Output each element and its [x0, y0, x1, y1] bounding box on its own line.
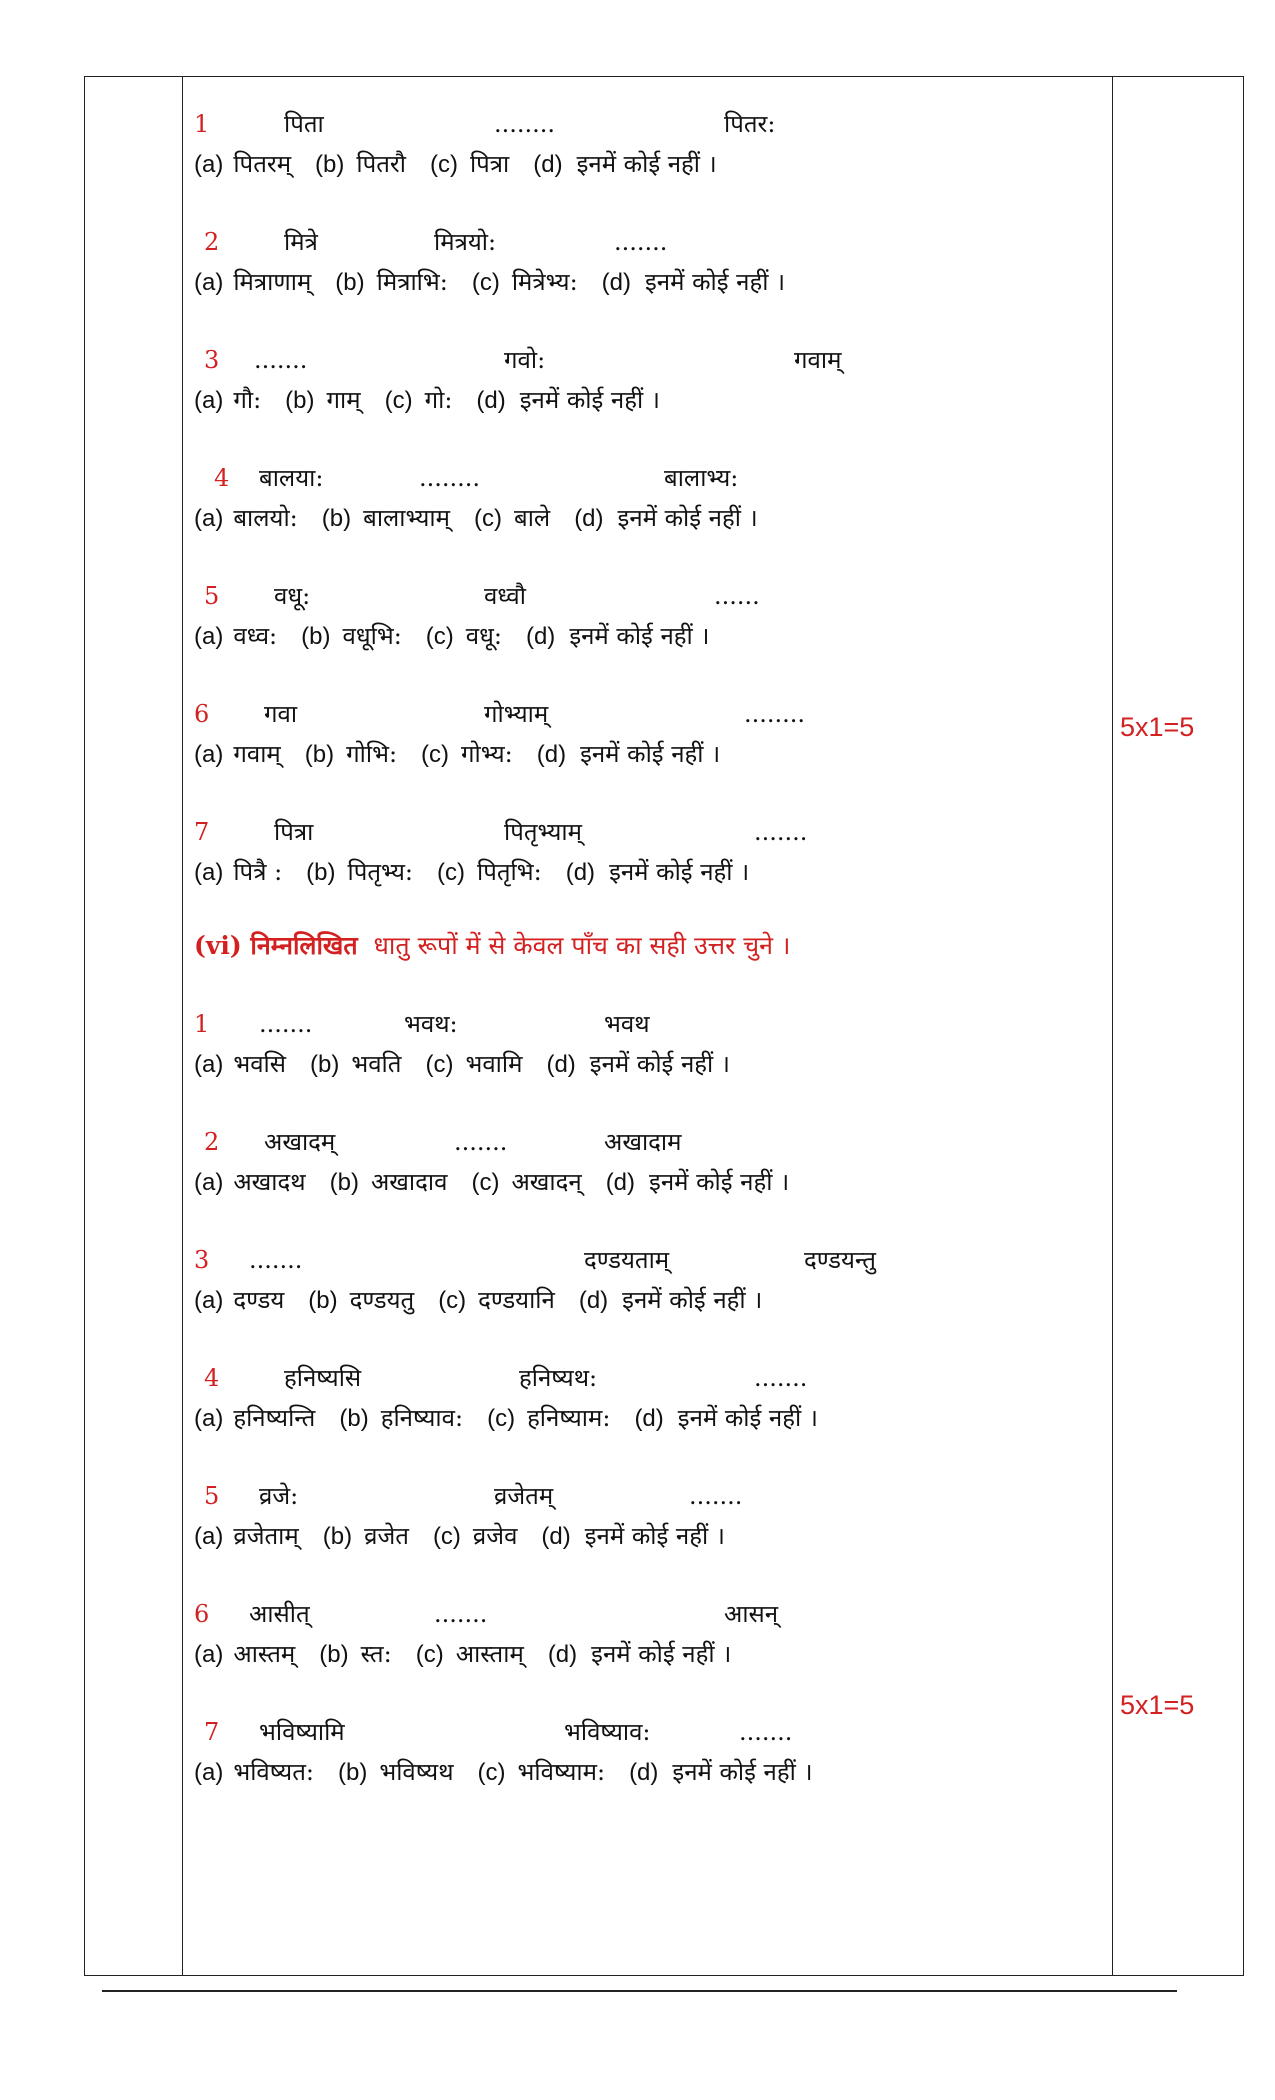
noun-forms-questions [194, 104, 1094, 922]
spacer [194, 1556, 1094, 1594]
question-number: 6 [194, 700, 210, 728]
form-cell: वधू: [274, 582, 311, 610]
question-number: 3 [194, 1246, 210, 1274]
question-item [194, 1004, 1094, 1122]
question-forms-row [194, 1358, 1094, 1398]
option-text: मित्रेभ्य: [511, 268, 578, 296]
column-divider-left [182, 77, 183, 1975]
option-letter: (b) [335, 269, 365, 296]
question-item [194, 694, 1094, 812]
option-text: हनिष्याम: [527, 1404, 611, 1432]
question-number: 2 [204, 228, 220, 256]
form-cell: ...... [714, 582, 760, 610]
option-text: गोभि: [346, 740, 398, 768]
option-letter: (d) [541, 1523, 571, 1550]
option-letter: (a) [194, 1523, 224, 1550]
question-item [194, 1122, 1094, 1240]
question-forms-row [194, 1594, 1094, 1634]
form-cell: गवो: [504, 346, 546, 374]
option-text: व्रजेव [472, 1522, 518, 1550]
spacer [194, 1202, 1094, 1240]
footer-rule [102, 1990, 1177, 1992]
option-letter: (a) [194, 1169, 224, 1196]
option-letter: (a) [194, 269, 224, 296]
question-forms-row [194, 812, 1094, 852]
question-item [194, 222, 1094, 340]
option-text: पितृभ्य: [347, 858, 414, 886]
option-letter: (a) [194, 1759, 224, 1786]
option-letter: (a) [194, 623, 224, 650]
option-letter: (d) [536, 741, 567, 768]
options-row [194, 616, 1094, 656]
form-cell: ....... [259, 1010, 313, 1038]
option-text: भविष्यत: [233, 1758, 314, 1786]
option-letter: (c) [487, 1405, 516, 1432]
form-cell: अखादाम [604, 1128, 682, 1156]
option-text: बाले [513, 504, 551, 532]
question-number: 2 [204, 1128, 220, 1156]
option-text: वध्व: [233, 622, 278, 650]
option-letter: (b) [322, 1523, 353, 1550]
spacer [194, 538, 1094, 576]
option-text: इनमें कोई नहीं । [576, 150, 717, 178]
question-item [194, 340, 1094, 458]
option-letter: (a) [194, 1641, 224, 1668]
question-item [194, 1594, 1094, 1712]
question-number: 6 [194, 1600, 210, 1628]
option-letter: (b) [306, 859, 336, 886]
option-text: इनमें कोई नहीं । [591, 1640, 732, 1668]
question-forms-row [194, 340, 1094, 380]
option-letter: (b) [310, 1051, 340, 1078]
form-cell: आसन् [724, 1600, 779, 1628]
option-letter: (b) [308, 1287, 338, 1314]
option-text: अखादाव [370, 1168, 448, 1196]
option-letter: (a) [194, 387, 224, 414]
column-divider-right [1112, 77, 1113, 1975]
option-text: अखादथ [233, 1168, 306, 1196]
question-number: 4 [204, 1364, 220, 1392]
question-item [194, 812, 1094, 922]
spacer [194, 892, 1094, 922]
option-letter: (b) [321, 505, 352, 532]
option-letter: (d) [578, 1287, 609, 1314]
form-cell: ....... [739, 1718, 793, 1746]
form-cell: ........ [419, 464, 481, 492]
options-row [194, 852, 1094, 892]
question-number: 7 [204, 1718, 220, 1746]
spacer [194, 1792, 1094, 1822]
option-letter: (b) [337, 1759, 368, 1786]
option-text: इनमें कोई नहीं । [580, 740, 721, 768]
question-forms-row [194, 104, 1094, 144]
section-vi-heading [194, 926, 1094, 966]
question-number: 5 [204, 582, 220, 610]
form-cell: गोभ्याम् [484, 700, 549, 728]
option-letter: (b) [315, 151, 345, 178]
option-text: आस्ताम् [455, 1640, 524, 1668]
option-text: इनमें कोई नहीं । [672, 1758, 813, 1786]
option-text: हनिष्यन्ति [233, 1404, 316, 1432]
form-cell: दण्डयन्तु [804, 1246, 876, 1274]
question-item [194, 576, 1094, 694]
form-cell: भविष्यामि [259, 1718, 345, 1746]
option-text: अखादन् [511, 1168, 582, 1196]
option-text: इनमें कोई नहीं । [589, 1050, 730, 1078]
option-letter: (d) [546, 1051, 576, 1078]
option-letter: (d) [476, 387, 506, 414]
form-cell: भविष्याव: [564, 1718, 651, 1746]
option-text: हनिष्याव: [380, 1404, 464, 1432]
option-text: भविष्यथ [379, 1758, 454, 1786]
question-number: 4 [214, 464, 230, 492]
option-text: स्त: [360, 1640, 392, 1668]
option-letter: (d) [547, 1641, 578, 1668]
question-forms-row [194, 1476, 1094, 1516]
options-row [194, 1752, 1094, 1792]
spacer [194, 1320, 1094, 1358]
option-text: इनमें कोई नहीं । [584, 1522, 725, 1550]
option-letter: (a) [194, 1405, 224, 1432]
option-letter: (c) [474, 505, 502, 532]
options-row [194, 1516, 1094, 1556]
spacer [194, 774, 1094, 812]
option-text: बालयो: [233, 504, 298, 532]
option-text: भवसि [233, 1050, 286, 1078]
option-letter: (b) [301, 623, 331, 650]
form-cell: मित्रे [284, 228, 318, 256]
options-row [194, 1634, 1094, 1674]
option-text: इनमें कोई नहीं । [609, 858, 750, 886]
question-number: 1 [194, 1010, 210, 1038]
option-text: मित्राणाम् [233, 268, 312, 296]
option-letter: (c) [384, 387, 413, 414]
form-cell: पिता [284, 110, 324, 138]
form-cell: गवा [264, 700, 298, 728]
spacer [194, 184, 1094, 222]
option-text: इनमें कोई नहीं । [677, 1404, 818, 1432]
question-item [194, 1358, 1094, 1476]
option-letter: (b) [304, 741, 335, 768]
question-forms-row [194, 458, 1094, 498]
option-text: पितरम् [233, 150, 292, 178]
options-row [194, 734, 1094, 774]
option-text: दण्डयानि [478, 1286, 555, 1314]
form-cell: ....... [454, 1128, 508, 1156]
option-text: इनमें कोई नहीं । [649, 1168, 790, 1196]
form-cell: मित्रयो: [434, 228, 497, 256]
form-cell: ....... [614, 228, 668, 256]
form-cell: ........ [744, 700, 806, 728]
form-cell: भवथ [604, 1010, 650, 1038]
option-letter: (c) [415, 1641, 444, 1668]
question-number: 7 [194, 818, 210, 846]
option-letter: (a) [194, 505, 224, 532]
option-letter: (a) [194, 741, 224, 768]
question-content [194, 104, 1094, 1822]
spacer [194, 1084, 1094, 1122]
question-item [194, 1476, 1094, 1594]
options-row [194, 1162, 1094, 1202]
option-letter: (d) [574, 505, 604, 532]
option-text: इनमें कोई नहीं । [617, 504, 758, 532]
option-text: गौ: [233, 386, 262, 414]
form-cell: गवाम् [794, 346, 842, 374]
form-cell: बालाभ्य: [664, 464, 739, 492]
form-cell: पितर: [724, 110, 776, 138]
form-cell: वध्वौ [484, 582, 526, 610]
form-cell: ........ [494, 110, 556, 138]
option-letter: (d) [629, 1759, 659, 1786]
question-forms-row [194, 1004, 1094, 1044]
form-cell: दण्डयताम् [584, 1246, 670, 1274]
option-letter: (c) [437, 859, 466, 886]
form-cell: ....... [254, 346, 308, 374]
option-text: वधू: [465, 622, 502, 650]
marks-label-verbs: 5x1=5 [1120, 1690, 1195, 1720]
option-letter: (d) [634, 1405, 664, 1432]
option-text: पितृभि: [477, 858, 542, 886]
question-number: 1 [194, 110, 210, 138]
verb-forms-questions [194, 1004, 1094, 1822]
form-cell: हनिष्यसि [284, 1364, 362, 1392]
option-text: गवाम् [233, 740, 281, 768]
option-text: इनमें कोई नहीं । [645, 268, 786, 296]
form-cell: भवथ: [404, 1010, 458, 1038]
form-cell: ....... [434, 1600, 488, 1628]
option-text: बालाभ्याम् [363, 504, 450, 532]
spacer [194, 302, 1094, 340]
option-letter: (a) [194, 151, 224, 178]
form-cell: ....... [249, 1246, 303, 1274]
section-vi-instruction: धातु रूपों में से केवल पाँच का सही उत्तर चुने । [373, 931, 791, 960]
option-letter: (d) [533, 151, 563, 178]
form-cell: आसीत् [249, 1600, 310, 1628]
option-text: इनमें कोई नहीं । [519, 386, 660, 414]
option-text: मित्राभि: [376, 268, 448, 296]
option-text: गो: [424, 386, 453, 414]
options-row [194, 498, 1094, 538]
option-text: भवति [351, 1050, 402, 1078]
option-text: पित्रै : [233, 858, 283, 886]
question-forms-row [194, 1240, 1094, 1280]
option-text: गाम् [326, 386, 361, 414]
option-letter: (d) [601, 269, 631, 296]
spacer [194, 1438, 1094, 1476]
option-letter: (b) [329, 1169, 359, 1196]
option-letter: (c) [471, 1169, 500, 1196]
option-text: भविष्याम: [517, 1758, 606, 1786]
option-letter: (c) [425, 623, 454, 650]
option-letter: (c) [432, 1523, 461, 1550]
options-row [194, 1398, 1094, 1438]
option-letter: (c) [421, 741, 450, 768]
spacer [194, 420, 1094, 458]
option-text: इनमें कोई नहीं । [569, 622, 710, 650]
question-number: 3 [204, 346, 220, 374]
form-cell: व्रजेतम् [494, 1482, 554, 1510]
marks-label-nouns: 5x1=5 [1120, 712, 1195, 742]
option-letter: (c) [477, 1759, 506, 1786]
question-forms-row [194, 576, 1094, 616]
form-cell: पित्रा [274, 818, 314, 846]
option-text: वधूभि: [342, 622, 402, 650]
option-letter: (a) [194, 1287, 224, 1314]
options-row [194, 262, 1094, 302]
question-item [194, 1712, 1094, 1822]
option-text: दण्डय [233, 1286, 285, 1314]
option-letter: (c) [429, 151, 458, 178]
option-letter: (d) [565, 859, 596, 886]
spacer [194, 1674, 1094, 1712]
form-cell: ....... [754, 1364, 808, 1392]
question-forms-row [194, 222, 1094, 262]
option-letter: (d) [605, 1169, 636, 1196]
question-forms-row [194, 694, 1094, 734]
option-text: व्रजेत [364, 1522, 409, 1550]
question-number: 5 [204, 1482, 220, 1510]
option-letter: (c) [438, 1287, 467, 1314]
options-row [194, 1044, 1094, 1084]
option-letter: (a) [194, 1051, 224, 1078]
option-text: दण्डयतु [349, 1286, 415, 1314]
option-text: व्रजेताम् [233, 1522, 299, 1550]
option-letter: (b) [285, 387, 315, 414]
form-cell: ....... [689, 1482, 743, 1510]
option-text: पित्रा [469, 150, 510, 178]
question-item [194, 104, 1094, 222]
question-item [194, 1240, 1094, 1358]
form-cell: ....... [754, 818, 808, 846]
option-letter: (c) [471, 269, 500, 296]
options-row [194, 144, 1094, 184]
options-row [194, 380, 1094, 420]
option-text: गोभ्य: [461, 740, 513, 768]
section-vi-label: (vi) निम्नलिखित [194, 931, 358, 960]
option-letter: (c) [425, 1051, 454, 1078]
option-text: पितरौ [356, 150, 406, 178]
form-cell: पितृभ्याम् [504, 818, 582, 846]
option-letter: (a) [194, 859, 224, 886]
form-cell: व्रजे: [259, 1482, 299, 1510]
question-item [194, 458, 1094, 576]
form-cell: अखादम् [264, 1128, 336, 1156]
form-cell: बालया: [259, 464, 324, 492]
spacer [194, 656, 1094, 694]
option-text: आस्तम् [233, 1640, 296, 1668]
option-letter: (b) [339, 1405, 369, 1432]
option-letter: (d) [525, 623, 556, 650]
option-letter: (b) [319, 1641, 349, 1668]
form-cell: हनिष्यथ: [519, 1364, 598, 1392]
option-text: इनमें कोई नहीं । [622, 1286, 763, 1314]
question-forms-row [194, 1122, 1094, 1162]
question-forms-row [194, 1712, 1094, 1752]
option-text: भवामि [465, 1050, 523, 1078]
options-row [194, 1280, 1094, 1320]
